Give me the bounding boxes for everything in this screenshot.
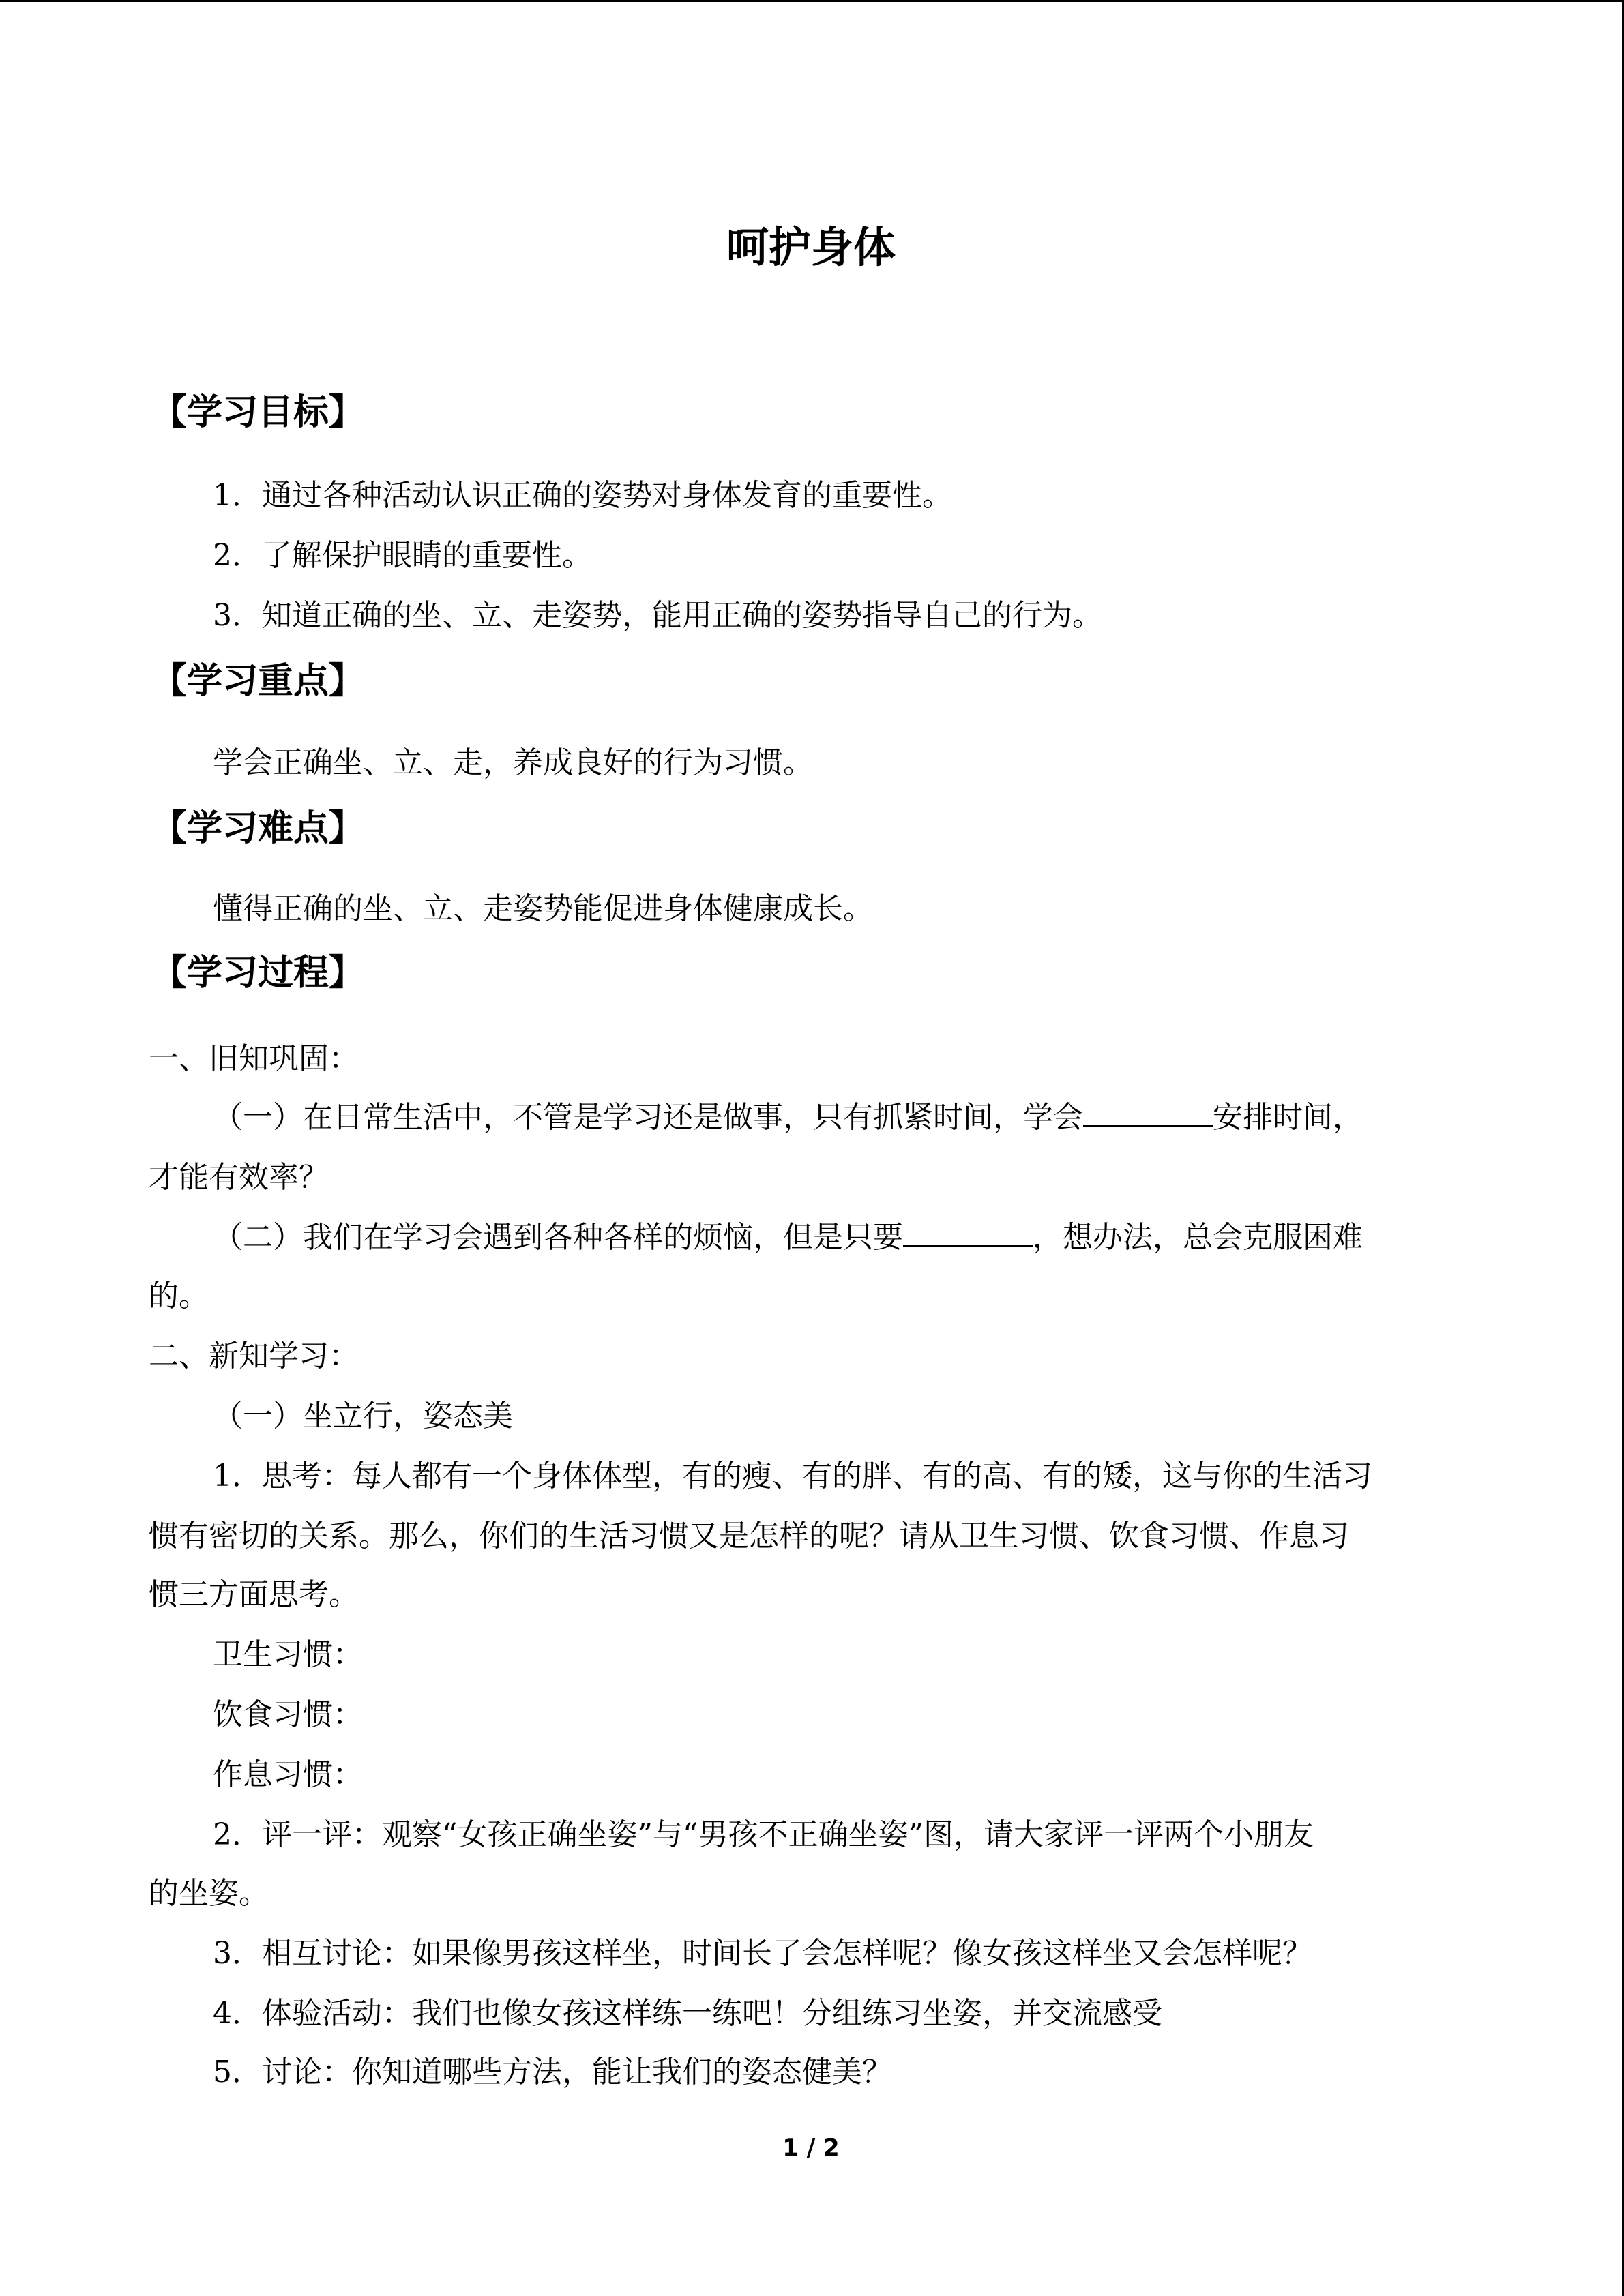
new-knowledge-title: 二、新知学习： xyxy=(149,1339,359,1373)
page-title: 呵护身体 xyxy=(726,222,896,272)
review-question-1 xyxy=(213,1097,1363,1138)
fill-in-blank-1[interactable] xyxy=(1083,1098,1213,1127)
difficulty-heading: 【学习难点】 xyxy=(151,808,365,849)
item-2-line-2: 的坐姿。 xyxy=(149,1876,269,1911)
habit-diet-label: 饮食习惯： xyxy=(213,1697,363,1732)
review-q2-text-a: （二）我们在学习会遇到各种各样的烦恼，但是只要 xyxy=(213,1220,903,1255)
review-q2-continuation: 的。 xyxy=(149,1279,209,1313)
key-heading: 【学习重点】 xyxy=(151,661,365,702)
new-subsection-1: （一）坐立行，姿态美 xyxy=(213,1399,513,1433)
item-5: 5．讨论：你知道哪些方法，能让我们的姿态健美？ xyxy=(213,2055,892,2089)
review-q1-text-a: （一）在日常生活中，不管是学习还是做事，只有抓紧时间，学会 xyxy=(213,1100,1083,1135)
item-4: 4．体验活动：我们也像女孩这样练一练吧！分组练习坐姿，并交流感受 xyxy=(213,1996,1162,2031)
goal-item-3: 3．知道正确的坐、立、走姿势，能用正确的姿势指导自己的行为。 xyxy=(213,598,1102,633)
item-1-line-3: 惯三方面思考。 xyxy=(149,1577,359,1612)
review-q2-text-b: ，想办法，总会克服困难 xyxy=(1033,1220,1363,1255)
page-number: 1 / 2 xyxy=(782,2134,840,2162)
item-2-line-1: 2．评一评：观察“女孩正确坐姿”与“男孩不正确坐姿”图，请大家评一评两个小朋友 xyxy=(213,1817,1314,1852)
review-question-2 xyxy=(213,1217,1363,1258)
review-title: 一、旧知巩固： xyxy=(149,1041,359,1076)
key-text: 学会正确坐、立、走，养成良好的行为习惯。 xyxy=(213,745,813,780)
item-3: 3．相互讨论：如果像男孩这样坐，时间长了会怎样呢？像女孩这样坐又会怎样呢？ xyxy=(213,1936,1312,1971)
goal-item-2: 2．了解保护眼睛的重要性。 xyxy=(213,538,592,573)
item-1-line-1: 1．思考：每人都有一个身体体型，有的瘦、有的胖、有的高、有的矮，这与你的生活习 xyxy=(213,1459,1372,1493)
fill-in-blank-2[interactable] xyxy=(903,1218,1033,1247)
review-q1-continuation: 才能有效率？ xyxy=(149,1160,329,1195)
item-1-line-2: 惯有密切的关系。那么，你们的生活习惯又是怎样的呢？请从卫生习惯、饮食习惯、作息习 xyxy=(149,1519,1349,1553)
goals-heading: 【学习目标】 xyxy=(151,392,365,433)
habit-rest-label: 作息习惯： xyxy=(213,1757,363,1792)
goal-item-1: 1．通过各种活动认识正确的姿势对身体发育的重要性。 xyxy=(213,478,952,513)
process-heading: 【学习过程】 xyxy=(151,953,365,994)
habit-hygiene-label: 卫生习惯： xyxy=(213,1637,363,1672)
review-q1-text-b: 安排时间， xyxy=(1213,1100,1363,1135)
difficulty-text: 懂得正确的坐、立、走姿势能促进身体健康成长。 xyxy=(213,891,873,926)
